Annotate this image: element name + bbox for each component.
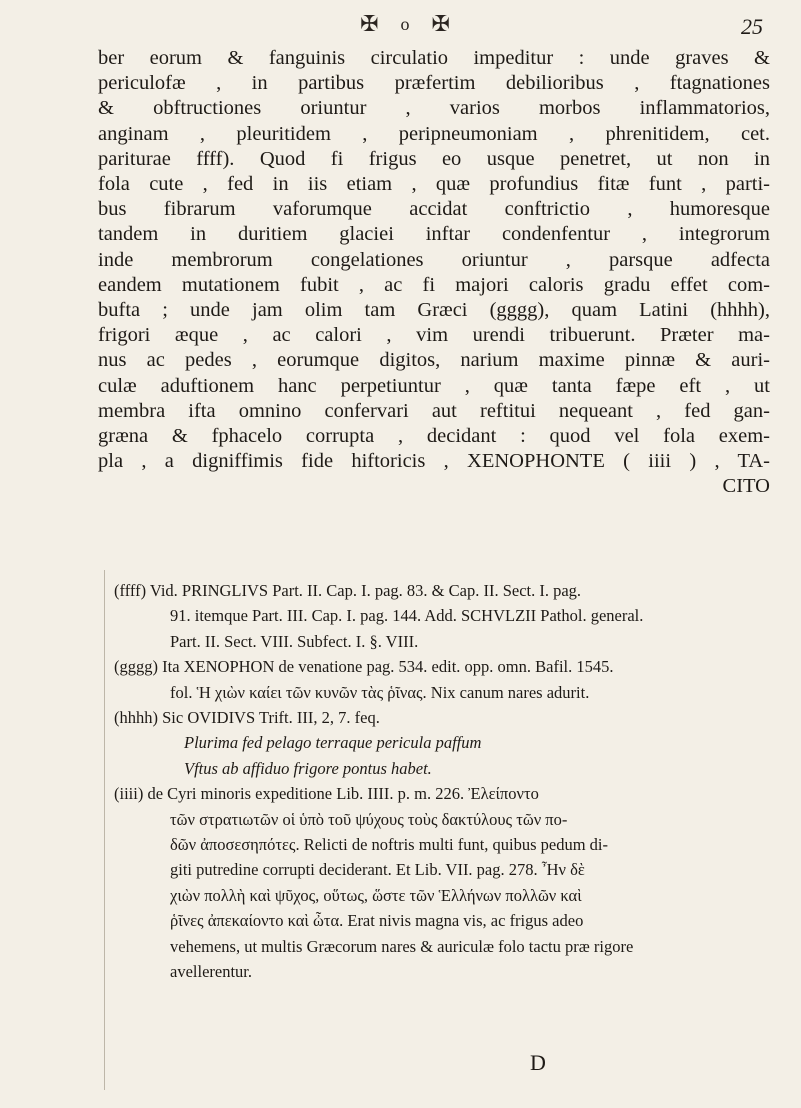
body-line: eandem mutationem fubit , ac fi majori caloris gradu effet com-	[98, 273, 770, 296]
body-line: tandem in duritiem glaciei inftar condenfentur , integrorum	[98, 223, 770, 246]
footnote-line: giti putredine corrupti deciderant. Et Lib. VII. pag. 278. Ἦν δὲ	[170, 860, 585, 880]
body-line: pla , a digniffimis fide hiftoricis , XENOPHONTE ( iiii ) , TA-	[98, 450, 770, 473]
body-line: culæ aduftionem hanc perpetiuntur , quæ tanta fæpe eft , ut	[98, 374, 770, 397]
footnote-line: 91. itemque Part. III. Cap. I. pag. 144. Add. SCHVLZII Pathol. general.	[170, 606, 644, 626]
footnote-line: χιὼν πολλὴ καὶ ψῦχος, οὕτως, ὥστε τῶν Ἑλλήνων πολλῶν καὶ	[170, 885, 582, 905]
body-line: & obftructiones oriuntur , varios morbos inflammatorios,	[98, 97, 770, 120]
body-line: anginam , pleuritidem , peripneumoniam , phrenitidem, cet.	[98, 122, 770, 145]
footnote-line: (hhhh) Sic OVIDIVS Trift. III, 2, 7. feq.	[114, 708, 380, 728]
margin-rule	[104, 570, 105, 1090]
cross-ornament-icon: ✠	[360, 11, 379, 36]
body-line: membra ifta omnino confervari aut reftitui nequeant , fed gan-	[98, 399, 770, 422]
ornament-center: o	[400, 13, 410, 34]
footnote-line: τῶν στρατιωτῶν οἱ ὑπὸ τοῦ ψύχους τοὺς δακτύλους τῶν πο-	[170, 809, 568, 829]
page-number: 25	[741, 14, 763, 39]
footnote-line: avellerentur.	[170, 962, 253, 982]
footnote-line: (gggg) Ita XENOPHON de venatione pag. 534. edit. opp. omn. Bafil. 1545.	[114, 657, 614, 677]
body-line: CITO	[722, 475, 770, 498]
body-line: bus fibrarum vaforumque accidat conftrictio , humoresque	[98, 198, 770, 221]
cross-ornament-icon: ✠	[431, 11, 450, 36]
footnote-line: vehemens, ut multis Græcorum nares & auriculæ folo tactu præ rigore	[170, 936, 634, 956]
footnote-line: (iiii) de Cyri minoris expeditione Lib. IIII. p. m. 226. Ἐλείποντο	[114, 784, 539, 804]
body-line: frigori æque , ac calori , vim urendi tribuerunt. Præter ma-	[98, 324, 770, 347]
footnote-line: ῥῖνες ἀπεκαίοντο καὶ ὦτα. Erat nivis magna vis, ac frigus adeo	[170, 911, 584, 931]
footnote-line: Vftus ab affiduo frigore pontus habet.	[184, 758, 432, 778]
body-line: ber eorum & fanguinis circulatio impeditur : unde graves &	[98, 47, 770, 69]
body-line: græna & fphacelo corrupta , decidant : quod vel fola exem-	[98, 425, 770, 448]
footnote-line: δῶν ἀποσεσηπότες. Relicti de noftris multi funt, quibus pedum di-	[170, 835, 609, 855]
body-line: pariturae ffff). Quod fi frigus eo usque penetret, ut non in	[98, 147, 770, 170]
body-line: inde membrorum congelationes oriuntur , parsque adfecta	[98, 248, 770, 271]
signature-mark: D	[530, 1050, 546, 1075]
body-line: periculofæ , in partibus præfertim debilioribus , ftagnationes	[98, 72, 770, 95]
footnote-line: fol. Ἡ χιὼν καίει τῶν κυνῶν τὰς ῥῖνας. Nix canum nares adurit.	[170, 682, 590, 702]
body-line: nus ac pedes , eorumque digitos, narium maxime pinnæ & auri-	[98, 349, 770, 372]
footnote-line: (ffff) Vid. PRINGLIVS Part. II. Cap. I. pag. 83. & Cap. II. Sect. I. pag.	[114, 581, 582, 600]
footnote-line: Part. II. Sect. VIII. Subfect. I. §. VIII.	[170, 631, 419, 651]
footnote-line: Plurima fed pelago terraque pericula paffum	[184, 733, 482, 753]
body-line: bufta ; unde jam olim tam Græci (gggg), quam Latini (hhhh),	[98, 299, 770, 322]
footnotes	[114, 578, 774, 985]
body-line: fola cute , fed in iis etiam , quæ profundius fitæ funt , parti-	[98, 173, 770, 196]
body-text	[98, 46, 770, 500]
header-ornament	[275, 4, 535, 44]
